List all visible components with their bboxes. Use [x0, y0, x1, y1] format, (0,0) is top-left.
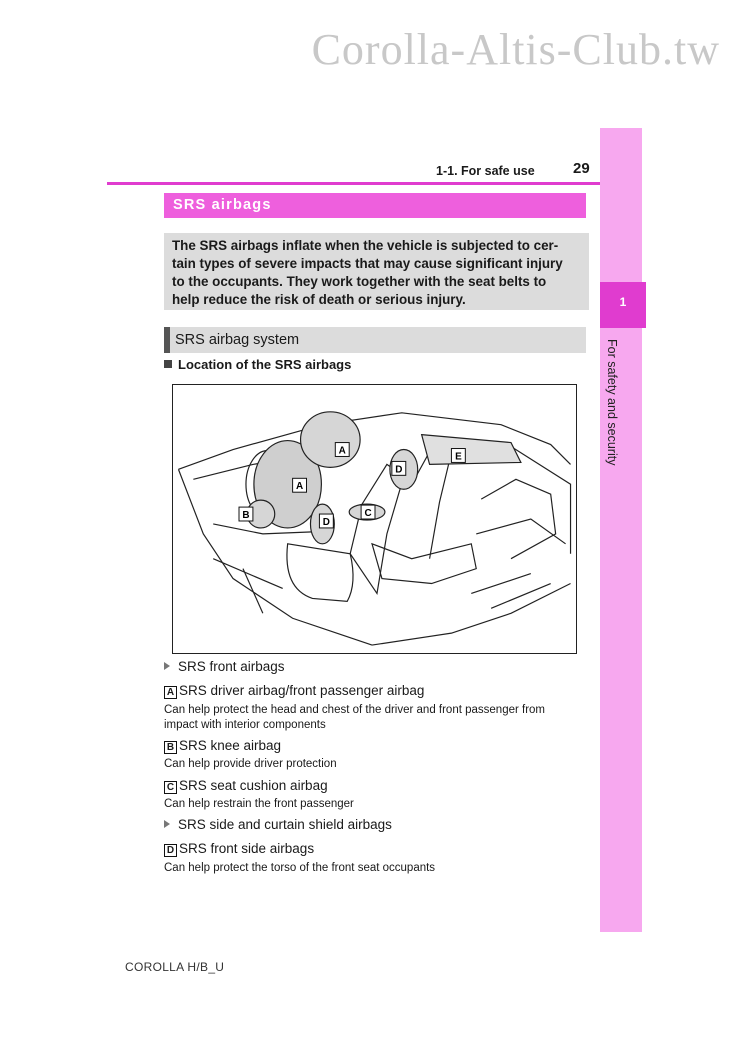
item-b-description: Can help provide driver protection: [164, 758, 337, 770]
item-a-description: [164, 703, 594, 733]
footer-model-code: COROLLA H/B_U: [125, 960, 225, 974]
car-interior-illustration: [173, 385, 576, 653]
intro-line: tain types of severe impacts that may cause significant injury: [172, 256, 563, 271]
figure-label-a-driver: A: [295, 481, 304, 493]
item-a-desc-line: impact with interior components: [164, 719, 326, 731]
figure-label-b: B: [242, 510, 250, 522]
location-heading-text: Location of the SRS airbags: [178, 357, 352, 372]
side-airbags-group-label: SRS side and curtain shield airbags: [178, 817, 392, 832]
chapter-number: 1: [600, 282, 646, 328]
item-b: [164, 738, 281, 754]
intro-line: The SRS airbags inflate when the vehicle is subjected to cer-: [172, 238, 559, 253]
item-d: [164, 841, 314, 857]
figure-label-a-passenger: A: [338, 445, 346, 457]
letter-c-box: C: [164, 781, 177, 794]
figure-label-d-driver: D: [322, 516, 330, 528]
figure-label-c: C: [364, 508, 372, 520]
front-airbags-group-label: SRS front airbags: [178, 659, 285, 674]
chapter-side-tab: [600, 128, 642, 932]
item-c-label: SRS seat cushion airbag: [179, 778, 328, 793]
item-c-description: Can help restrain the front passenger: [164, 798, 354, 810]
running-head: 1-1. For safe use: [436, 164, 535, 178]
figure-label-d-passenger: D: [395, 464, 403, 476]
front-airbags-group: [164, 659, 285, 674]
page-number: 29: [573, 160, 590, 177]
airbag-location-figure: [172, 384, 577, 654]
letter-b-box: B: [164, 741, 177, 754]
letter-a-box: A: [164, 686, 177, 699]
item-a-label: SRS driver airbag/front passenger airbag: [179, 683, 425, 698]
figure-label-e: E: [455, 451, 462, 463]
intro-line: help reduce the risk of death or serious injury.: [172, 292, 466, 307]
chapter-label: For safety and security: [605, 339, 619, 466]
square-bullet-icon: [164, 360, 172, 368]
intro-box: [164, 233, 589, 310]
subsection-title: SRS airbag system: [164, 327, 586, 353]
watermark: Corolla-Altis-Club.tw: [311, 25, 720, 74]
triangle-bullet-icon: [164, 662, 170, 670]
section-title: SRS airbags: [164, 193, 586, 218]
header-rule: [107, 182, 600, 185]
triangle-bullet-icon: [164, 820, 170, 828]
item-b-label: SRS knee airbag: [179, 738, 282, 753]
item-d-label: SRS front side airbags: [179, 841, 315, 856]
item-a-desc-line: Can help protect the head and chest of the driver and front passenger from: [164, 704, 546, 716]
side-airbags-group: [164, 817, 392, 832]
item-c: [164, 778, 328, 794]
item-a: [164, 683, 424, 699]
location-heading: [164, 357, 351, 372]
letter-d-box: D: [164, 844, 177, 857]
item-d-description: Can help protect the torso of the front seat occupants: [164, 862, 436, 874]
intro-line: to the occupants. They work together with the seat belts to: [172, 274, 547, 289]
